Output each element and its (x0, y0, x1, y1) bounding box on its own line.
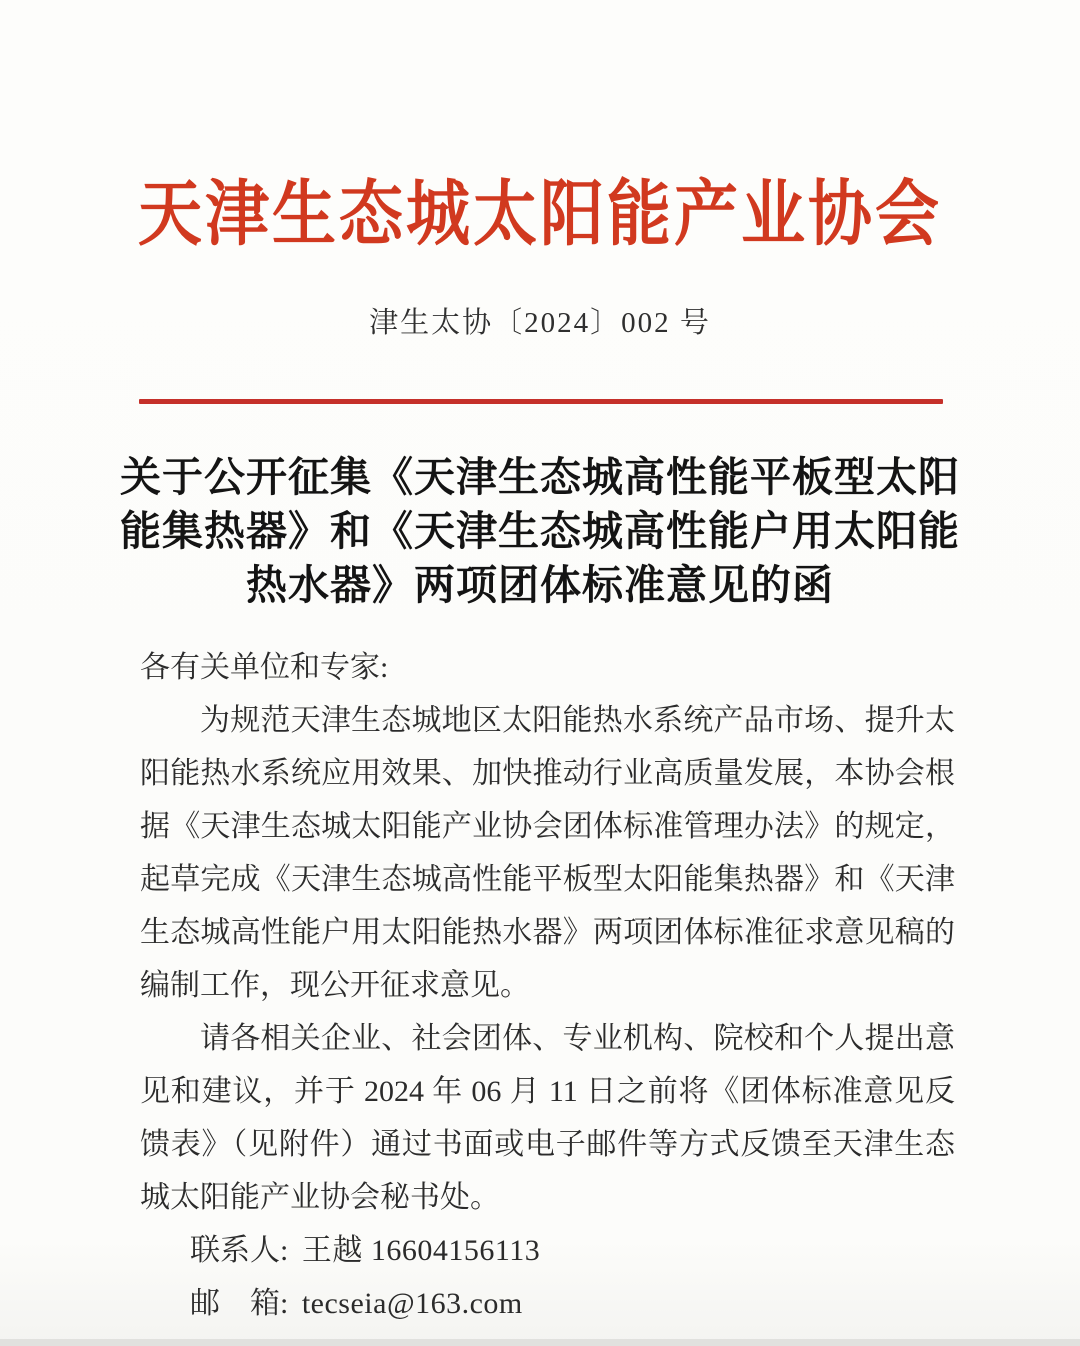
document-title-line-3: 热水器》两项团体标准意见的函 (246, 561, 834, 609)
document-title-line-1: 关于公开征集《天津生态城高性能平板型太阳 (120, 453, 960, 501)
red-divider-rule (139, 399, 943, 404)
document-title (70, 450, 1010, 612)
contact-email-line (140, 1277, 955, 1330)
document-title-line-2: 能集热器》和《天津生态城高性能户用太阳能 (120, 507, 960, 555)
contact-person-label: 联系人: (190, 1234, 289, 1267)
doc-number: 津生太协〔2024〕002 号 (369, 307, 711, 339)
body-paragraph-2: 请各相关企业、社会团体、专业机构、院校和个人提出意见和建议，并于 2024 年 06 月 11 日之前将《团体标准意见反馈表》（见附件）通过书面或电子邮件等方式反馈至天津生态城太阳能产业协会秘书处。 (140, 1022, 955, 1214)
contact-person-value: 王越 16604156113 (301, 1234, 541, 1267)
salutation: 各有关单位和专家: (140, 651, 389, 684)
scan-bottom-edge (0, 1339, 1080, 1346)
contact-email-label: 邮 箱: (190, 1287, 289, 1320)
body-paragraph-1: 为规范天津生态城地区太阳能热水系统产品市场、提升太阳能热水系统应用效果、加快推动行业高质量发展，本协会根据《天津生态城太阳能产业协会团体标准管理办法》的规定，起草完成《天津生态城高性能平板型太阳能集热器》和《天津生态城高性能户用太阳能热水器》两项团体标准征求意见稿的编制工作，现公开征求意见。 (140, 704, 955, 1002)
contact-person-line (140, 1224, 955, 1277)
document-body (140, 641, 955, 1330)
org-title: 天津生态城太阳能产业协会 (138, 172, 942, 257)
contact-email-value: tecseia@163.com (301, 1287, 523, 1320)
